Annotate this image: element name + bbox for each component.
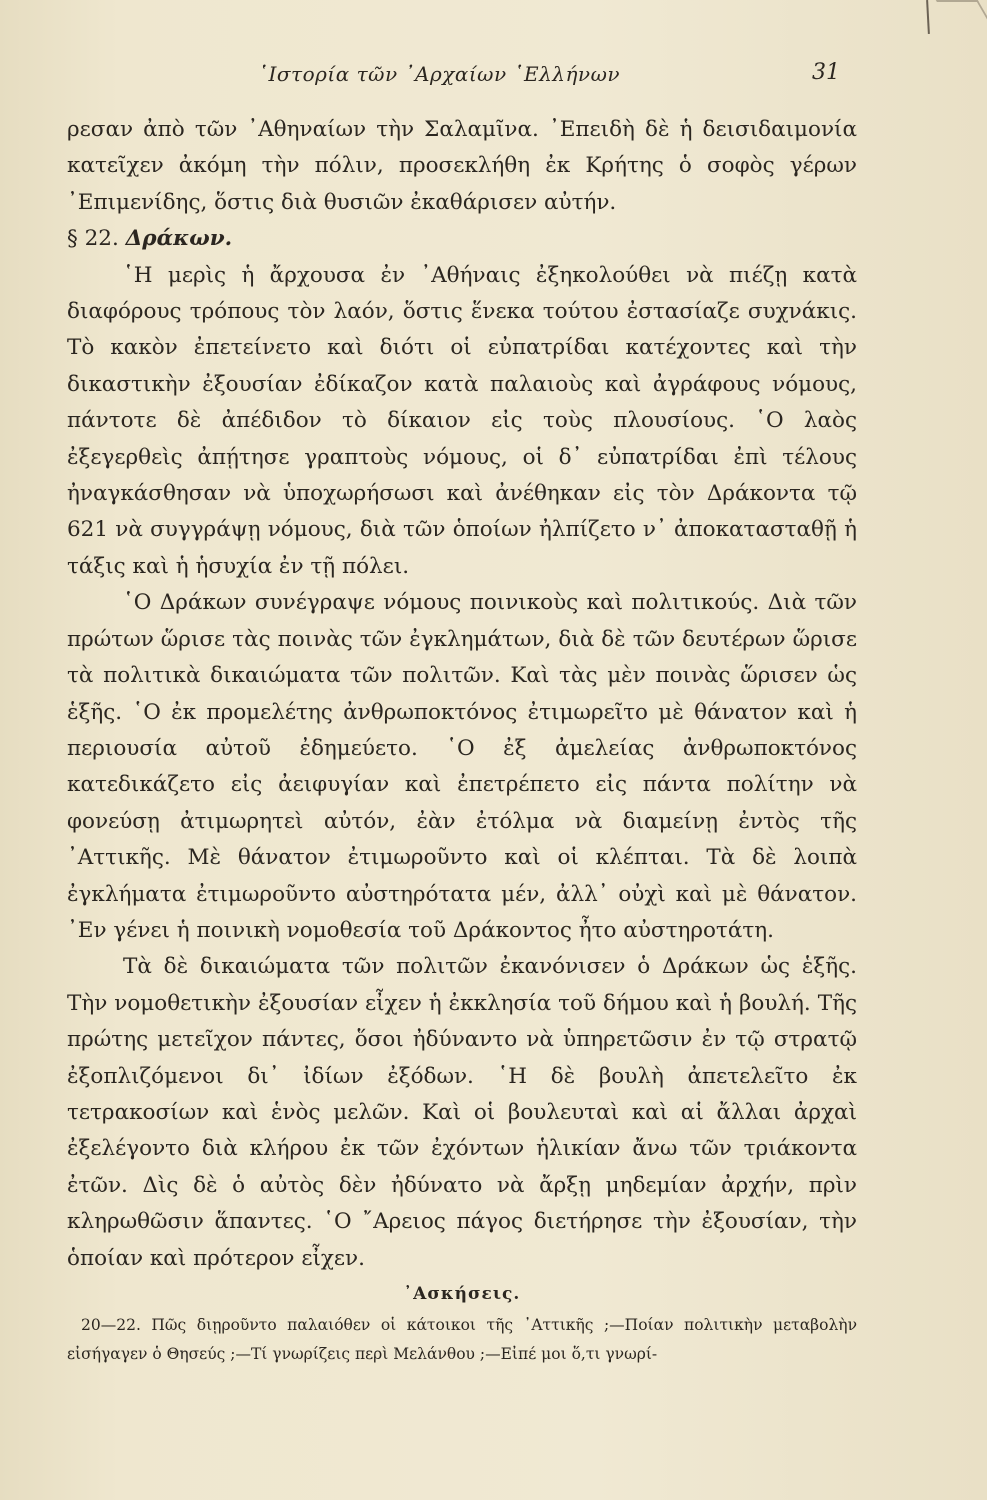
section-heading: [67, 221, 857, 257]
paragraph-3: Τὰ δὲ δικαιώματα τῶν πολιτῶν ἐκανόνισεν ὁ Δράκων ὡς ἑξῆς. Τὴν νομοθετικὴν ἐξουσίαν εἶχεν ἡ ἐκκλησία τοῦ δήμου καὶ ἡ βουλή. Τῆς πρώτης μετεῖχον πάντες, ὅσοι ἠδύναντο νὰ ὑπηρετῶσιν ἐν τῷ στρατῷ ἐξοπλιζόμενοι δι᾿ ἰδίων ἐξόδων. ῾Η δὲ βουλὴ ἀπετελεῖτο ἐκ τετρακοσίων καὶ ἑνὸς μελῶν. Καὶ οἱ βουλευταὶ καὶ αἱ ἄλλαι ἀρχαὶ ἐξελέγοντο διὰ κλήρου ἐκ τῶν ἐχόντων ἡλικίαν ἄνω τῶν τριάκοντα ἐτῶν. Δὶς δὲ ὁ αὐτὸς δὲν ἠδύνατο νὰ ἄρξῃ μηδεμίαν ἀρχήν, πρὶν κληρωθῶσιν ἅπαντες. ῾Ο ῎Αρειος πάγος διετήρησε τὴν ἐξουσίαν, τὴν ὁποίαν καὶ πρότερον εἶχεν.: [67, 954, 857, 1271]
paragraph-intro: ρεσαν ἀπὸ τῶν ᾿Αθηναίων τὴν Σαλαμῖνα. ᾿Επειδὴ δὲ ἡ δεισιδαιμονία κατεῖχεν ἀκόμη τὴν πόλιν, προσεκλήθη ἐκ Κρήτης ὁ σοφὸς γέρων ᾿Επιμενίδης, ὅστις διὰ θυσιῶν ἐκαθάρισεν αὐτήν.: [67, 117, 857, 215]
page-number: 31: [812, 60, 840, 85]
section-number: § 22.: [67, 226, 119, 252]
page-corner-mark: [936, 0, 987, 32]
paragraph-2: ῾Ο Δράκων συνέγραψε νόμους ποινικοὺς καὶ πολιτικούς. Διὰ τῶν πρώτων ὥρισε τὰς ποινὰς τῶν ἐγκλημάτων, διὰ δὲ τῶν δευτέρων ὥρισε τὰ πολιτικὰ δικαιώματα τῶν πολιτῶν. Καὶ τὰς μὲν ποινὰς ὥρισεν ὡς ἑξῆς. ῾Ο ἐκ προμελέτης ἀνθρωποκτόνος ἐτιμωρεῖτο μὲ θάνατον καὶ ἡ περιουσία αὐτοῦ ἐδημεύετο. ῾Ο ἐξ ἀμελείας ἀνθρωποκτόνος κατεδικάζετο εἰς ἀειφυγίαν καὶ ἐπετρέπετο εἰς πάντα πολίτην νὰ φονεύσῃ ἀτιμωρητεὶ αὐτόν, ἐὰν ἐτόλμα νὰ διαμείνῃ ἐντὸς τῆς ᾿Αττικῆς. Μὲ θάνατον ἐτιμωροῦντο καὶ οἱ κλέπται. Τὰ δὲ λοιπὰ ἐγκλήματα ἐτιμωροῦντο αὐστηρότατα μέν, ἀλλ᾿ οὐχὶ καὶ μὲ θάνατον. ᾿Εν γένει ἡ ποινικὴ νομοθεσία τοῦ Δράκοντος ἦτο αὐστηροτάτη.: [67, 590, 857, 943]
running-title: ῾Ιστορία τῶν ᾿Αρχαίων ῾Ελλήνων: [258, 62, 621, 86]
section-title: Δράκων.: [125, 226, 233, 252]
scan-edge-mark: [926, 0, 930, 34]
page-body: [67, 112, 857, 1369]
exercises-text: 20—22. Πῶς διῃροῦντο παλαιόθεν οἱ κάτοικοι τῆς ᾿Αττικῆς ;—Ποίαν πολιτικὴν μεταβολὴν εἰσήγαγεν ὁ Θησεύς ;—Τί γνωρίζεις περὶ Μελάνθου ;—Εἰπέ μοι ὅ,τι γνωρί-: [67, 1316, 857, 1363]
exercises-title: ᾿Ασκήσεις.: [403, 1284, 521, 1304]
page-header: [0, 62, 987, 92]
paragraph-1: ῾Η μερὶς ἡ ἄρχουσα ἐν ᾿Αθήναις ἐξηκολούθει νὰ πιέζῃ κατὰ διαφόρους τρόπους τὸν λαόν, ὅστις ἕνεκα τούτου ἐστασίαζε συχνάκις. Τὸ κακὸν ἐπετείνετο καὶ διότι οἱ εὐπατρίδαι κατέχοντες καὶ τὴν δικαστικὴν ἐξουσίαν ἐδίκαζον κατὰ παλαιοὺς καὶ ἀγράφους νόμους, πάντοτε δὲ ἀπέδιδον τὸ δίκαιον εἰς τοὺς πλουσίους. ῾Ο λαὸς ἐξεγερθεὶς ἀπῄτησε γραπτοὺς νόμους, οἱ δ᾿ εὐπατρίδαι ἐπὶ τέλους ἠναγκάσθησαν νὰ ὑποχωρήσωσι καὶ ἀνέθηκαν εἰς τὸν Δράκοντα τῷ 621 νὰ συγγράψῃ νόμους, διὰ τῶν ὁποίων ἠλπίζετο ν᾿ ἀποκατασταθῇ ἡ τάξις καὶ ἡ ἡσυχία ἐν τῇ πόλει.: [67, 262, 857, 579]
